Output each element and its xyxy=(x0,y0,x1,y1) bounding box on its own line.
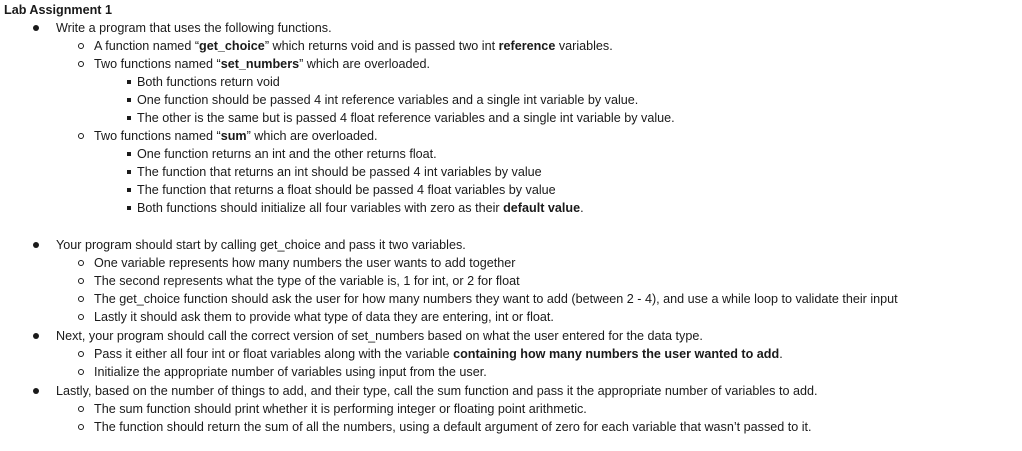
list-item-text xyxy=(94,55,430,73)
bullet-dot-icon xyxy=(33,25,39,31)
text-run: One function should be passed 4 int reference variables and a single int variable by value. xyxy=(137,93,639,107)
text-run: Two functions named “ xyxy=(94,57,221,71)
emphasized-text: sum xyxy=(220,129,247,143)
text-run: . xyxy=(580,201,584,215)
list-item-text xyxy=(94,345,783,363)
text-run: Pass it either all four int or float variables along with the variable xyxy=(94,347,454,361)
bullet-dot-icon xyxy=(33,242,39,248)
text-run: Both functions should initialize all four variables with zero as their xyxy=(137,201,504,215)
emphasized-text: set_numbers xyxy=(220,57,300,71)
text-run: Lastly, based on the number of things to add, and their type, call the sum function and pass it the appropriate number of variables to add. xyxy=(56,384,818,398)
text-run: One variable represents how many numbers the user wants to add together xyxy=(94,256,516,270)
text-run: Initialize the appropriate number of variables using input from the user. xyxy=(94,365,487,379)
emphasized-text: reference xyxy=(498,39,556,53)
list-item-text xyxy=(137,163,542,181)
bullet-circle-icon xyxy=(78,61,84,67)
text-run: Next, your program should call the correct version of set_numbers based on what the user entered for the data type. xyxy=(56,329,703,343)
bullet-circle-icon xyxy=(78,260,84,266)
list-item-text xyxy=(94,363,487,381)
bullet-square-icon xyxy=(127,98,131,102)
text-run: One function returns an int and the other returns float. xyxy=(137,147,437,161)
text-run: Two functions named “ xyxy=(94,129,221,143)
bullet-square-icon xyxy=(127,188,131,192)
text-run: Lastly it should ask them to provide what type of data they are entering, int or float. xyxy=(94,310,554,324)
emphasized-text: containing how many numbers the user wanted to add xyxy=(453,347,780,361)
document-title: Lab Assignment 1 xyxy=(4,3,112,17)
bullet-dot-icon xyxy=(33,388,39,394)
text-run: The function that returns an int should be passed 4 int variables by value xyxy=(137,165,542,179)
bullet-square-icon xyxy=(127,80,131,84)
bullet-circle-icon xyxy=(78,43,84,49)
bullet-circle-icon xyxy=(78,278,84,284)
bullet-circle-icon xyxy=(78,351,84,357)
bullet-circle-icon xyxy=(78,424,84,430)
list-item-text xyxy=(94,290,898,308)
text-run: The second represents what the type of the variable is, 1 for int, or 2 for float xyxy=(94,274,520,288)
list-item-text xyxy=(94,127,378,145)
bullet-dot-icon xyxy=(33,333,39,339)
list-item-text xyxy=(56,327,703,345)
bullet-circle-icon xyxy=(78,314,84,320)
list-item-text xyxy=(94,400,587,418)
text-run: ” which are overloaded. xyxy=(246,129,378,143)
list-item-text xyxy=(137,145,437,163)
bullet-circle-icon xyxy=(78,133,84,139)
text-run: Write a program that uses the following functions. xyxy=(56,21,332,35)
list-item-text xyxy=(56,382,817,400)
emphasized-text: get_choice xyxy=(199,39,265,53)
list-item-text xyxy=(94,37,613,55)
bullet-square-icon xyxy=(127,170,131,174)
text-run: A function named “ xyxy=(94,39,200,53)
text-run: The function should return the sum of all the numbers, using a default argument of zero for each variable that wasn’t passed to it. xyxy=(94,420,812,434)
bullet-square-icon xyxy=(127,152,131,156)
bullet-circle-icon xyxy=(78,369,84,375)
list-item-text xyxy=(94,272,520,290)
bullet-square-icon xyxy=(127,206,131,210)
list-item-text xyxy=(137,73,280,91)
list-item-text xyxy=(137,109,675,127)
bullet-square-icon xyxy=(127,116,131,120)
text-run: ” which returns void and is passed two int xyxy=(264,39,499,53)
list-item-text xyxy=(56,19,332,37)
text-run: ” which are overloaded. xyxy=(299,57,431,71)
list-item-text xyxy=(94,308,554,326)
text-run: The other is the same but is passed 4 float reference variables and a single int variable by value. xyxy=(137,111,675,125)
bullet-circle-icon xyxy=(78,406,84,412)
text-run: The sum function should print whether it is performing integer or floating point arithmetic. xyxy=(94,402,587,416)
text-run: Both functions return void xyxy=(137,75,280,89)
text-run: The function that returns a float should be passed 4 float variables by value xyxy=(137,183,556,197)
text-run: variables. xyxy=(555,39,613,53)
list-item-text xyxy=(56,236,466,254)
text-run: The get_choice function should ask the user for how many numbers they want to add (between 2 - 4), and use a while loop to validate their input xyxy=(94,292,898,306)
list-item-text xyxy=(94,418,812,436)
list-item-text xyxy=(94,254,515,272)
bullet-circle-icon xyxy=(78,296,84,302)
emphasized-text: default value xyxy=(503,201,581,215)
list-item-text xyxy=(137,199,584,217)
text-run: Your program should start by calling get_choice and pass it two variables. xyxy=(56,238,466,252)
list-item-text xyxy=(137,91,638,109)
list-item-text xyxy=(137,181,556,199)
text-run: . xyxy=(779,347,783,361)
